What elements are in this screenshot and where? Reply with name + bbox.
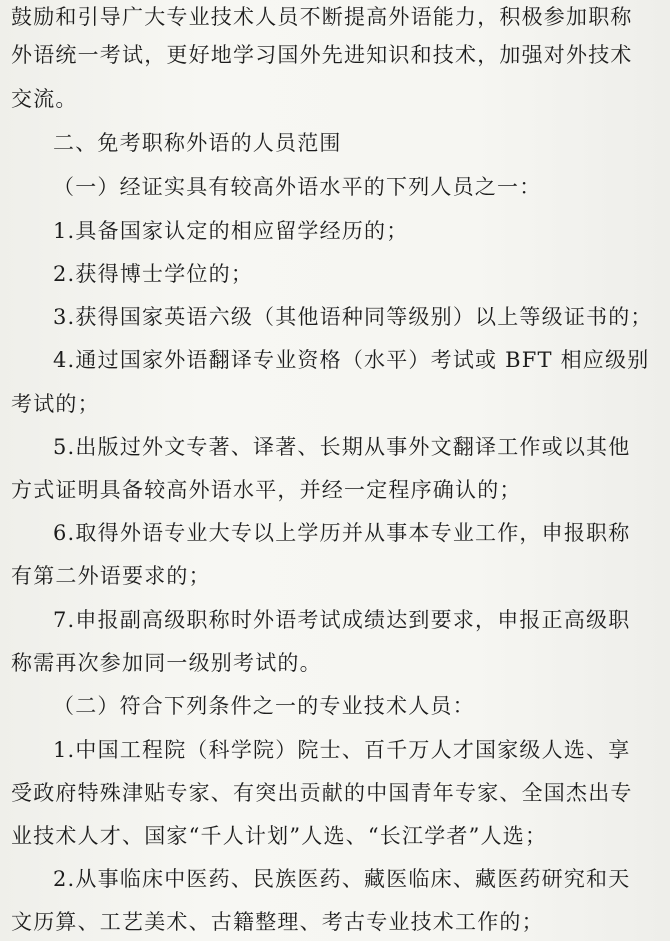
list-item-continuation: 考试的；	[11, 392, 100, 416]
list-item-continuation: 受政府特殊津贴专家、有突出贡献的中国青年专家、全国杰出专	[11, 781, 633, 805]
text-line: 外语统一考试，更好地学习国外先进知识和技术，加强对外技术	[11, 43, 633, 67]
list-item: 1.具备国家认定的相应留学经历的；	[53, 219, 409, 243]
list-item: 3.获得国家英语六级（其他语种同等级别）以上等级证书的；	[53, 305, 653, 329]
list-item-continuation: 称需再次参加同一级别考试的。	[11, 651, 322, 675]
list-item-continuation: 业技术人才、国家“千人计划”人选、“长江学者”人选；	[11, 824, 548, 848]
list-item: 2.获得博士学位的；	[53, 262, 254, 286]
list-item-continuation: 方式证明具备较高外语水平，并经一定程序确认的；	[11, 478, 522, 502]
section-heading: 二、免考职称外语的人员范围	[53, 131, 342, 155]
list-item: 2.从事临床中医药、民族医药、藏医临床、藏医药研究和天	[53, 867, 631, 891]
list-item: 6.取得外语专业大专以上学历并从事本专业工作，申报职称	[53, 521, 631, 545]
list-item: 1.中国工程院（科学院）院士、百千万人才国家级人选、享	[53, 738, 631, 762]
text-line: 鼓励和引导广大专业技术人员不断提高外语能力，积极参加职称	[11, 5, 633, 29]
list-item-continuation: 文历算、工艺美术、古籍整理、考古专业技术工作的；	[11, 910, 544, 934]
subsection-heading: （二）符合下列条件之一的专业技术人员：	[53, 694, 475, 718]
subsection-heading: （一）经证实具有较高外语水平的下列人员之一：	[53, 175, 542, 199]
list-item-continuation: 有第二外语要求的；	[11, 564, 211, 588]
list-item: 4.通过国家外语翻译专业资格（水平）考试或 BFT 相应级别	[53, 348, 650, 372]
list-item: 7.申报副高级职称时外语考试成绩达到要求，申报正高级职	[53, 608, 631, 632]
text-line: 交流。	[11, 87, 78, 111]
list-item: 5.出版过外文专著、译著、长期从事外文翻译工作或以其他	[53, 435, 631, 459]
